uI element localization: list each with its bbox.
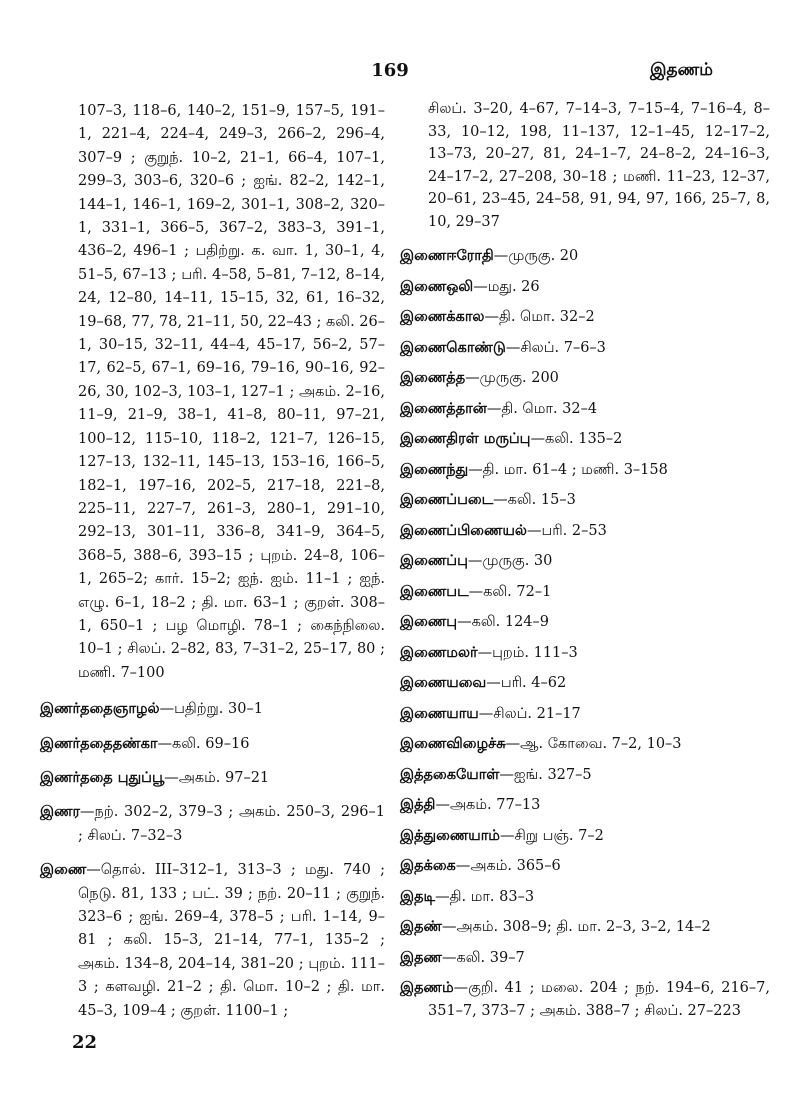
index-entry: [400, 703, 770, 726]
entry-list-left: [40, 697, 385, 1023]
entry-headword: இணை: [40, 861, 87, 879]
signature-mark: 22: [72, 1032, 98, 1053]
entry-references: —தி. மொ. 32–4: [486, 400, 598, 417]
index-entry: [400, 459, 770, 482]
index-entry: [400, 947, 770, 970]
entry-references: —பரி. 4–62: [486, 675, 567, 691]
left-column: [40, 100, 385, 1033]
entry-headword: இதணம்: [400, 979, 454, 996]
entry-references: —சிலப். 7–6–3: [505, 339, 606, 356]
entry-references: —கலி. 39–7: [442, 949, 525, 966]
index-entry: [400, 367, 770, 390]
entry-headword: இணர்ததை புதுப்பூ: [40, 768, 165, 786]
entry-headword: இதடி: [400, 887, 436, 905]
entry-references: —தொல். III–312–1, 313–3 ; மது. 740 ; நெடு. 81, 133 ; பட். 39 ; நற். 20–11 ; குறுந். 323–6 ; ஐங். 269–4, 378–5 ; பரி. 1–14, 9–81 ; கலி. 15–3, 21–14, 77–1, 135–2 ; அகம். 134–8, 204–14, 381–20 ; புறம். 111–3 ; களவழி. 21–2 ; தி. மொ. 10–2 ; தி. மா. 45–3, 109–4 ; குறள். 1100–1 ;: [78, 862, 385, 1019]
entry-headword: இணர்ததைஞாழல்: [40, 700, 160, 718]
index-entry: [400, 764, 770, 787]
entry-headword: இணைப்பிணையல்: [400, 521, 527, 539]
entry-headword: இணைந்து: [400, 460, 469, 478]
entry-headword: இணைப்பு: [400, 552, 468, 569]
entry-references: —தி. மா. 83–3: [435, 888, 535, 905]
entry-headword: இணைஈரோதி: [400, 247, 494, 264]
entry-references: —கலி. 15–3: [493, 492, 576, 508]
entry-references: —தி. மொ. 32–2: [484, 309, 595, 325]
entry-headword: இணைமலர்: [400, 643, 478, 661]
continued-entry: 107–3, 118–6, 140–2, 151–9, 157–5, 191–1, 221–4, 224–4, 249–3, 266–2, 296–4, 307–9 ; குறுந். 10–2, 21–1, 66–4, 107–1, 299–3, 303–6, 320–6 ; ஐங். 82–2, 142–1, 144–1, 146–1, 169–2, 301–1, 308–2, 320–1, 331–1, 366–5, 367–2, 383–3, 391–1, 436–2, 496–1 ; பதிற்று. க. வா. 1, 30–1, 4, 51–5, 67–13 ; பரி. 4–58, 5–81, 7–12, 8–14, 24, 12–80, 14–11, 15–15, 32, 61, 16–32, 19–68, 77, 78, 21–11, 50, 22–43 ; கலி. 26–1, 30–15, 32–11, 44–4, 45–17, 56–2, 57–17, 62–5, 67–1, 69–16, 79–16, 90–16, 92–26, 30, 102–3, 103–1, 127–1 ; அகம். 2–16, 11–9, 21–9, 38–1, 41–8, 80–11, 97–21, 100–12, 115–10, 118–2, 121–7, 126–15, 127–13, 132–11, 145–13, 153–16, 166–5, 182–1, 197–16, 202–5, 217–18, 221–8, 225–11, 227–7, 261–3, 280–1, 291–10, 292–13, 301–11, 336–8, 341–9, 364–5, 368–5, 388–6, 393–15 ; புறம். 24–8, 106–1, 265–2; கார். 15–2; ஐந். ஐம். 11–1 ; ஐந். எழு. 6–1, 18–2 ; தி. மா. 63–1 ; குறள். 308–1, 650–1 ; பழ மொழி. 78–1 ; கைந்நிலை. 10–1 ; சிலப். 2–82, 83, 7–31–2, 25–17, 80 ; மணி. 7–100: [78, 103, 385, 681]
index-entry: [40, 766, 385, 790]
entry-references: —கலி. 72–1: [468, 583, 552, 600]
entry-references: —கலி. 135–2: [530, 431, 623, 447]
entry-headword: இணைகொண்டு: [400, 338, 506, 356]
index-entry: [400, 398, 770, 421]
entry-headword: இணைவிழைச்சு: [400, 735, 506, 752]
index-entry: [400, 916, 770, 939]
entry-headword: இணைபு: [400, 613, 458, 630]
entry-references: —ஆ. கோவை. 7–2, 10–3: [505, 736, 682, 752]
index-entry: [40, 800, 385, 848]
entry-references: —கலி. 124–9: [457, 614, 549, 630]
index-entry: [400, 977, 770, 1022]
entry-headword: இணைக்கால: [400, 308, 485, 325]
entry-headword: இணைபட: [400, 582, 469, 600]
entry-references: —முருகு. 20: [493, 248, 579, 264]
entry-headword: இணைப்படை: [400, 491, 494, 508]
entry-references: —மது. 26: [473, 278, 540, 295]
entry-references: —தி. மா. 61–4 ; மணி. 3–158: [468, 461, 668, 478]
entry-headword: இத்துணையாம்: [400, 826, 500, 844]
index-entry: [40, 697, 385, 721]
entry-headword: இணைஒலி: [400, 277, 474, 295]
entry-references: —நற். 302–2, 379–3 ; அகம். 250–3, 296–1 ; சிலப். 7–32–3: [78, 804, 385, 844]
entry-references: —சிலப். 21–17: [478, 705, 581, 722]
index-entry: [400, 672, 770, 695]
entry-references: —அகம். 308–9; தி. மா. 2–3, 3–2, 14–2: [442, 919, 711, 935]
entry-references: —பதிற்று. 30–1: [159, 701, 263, 718]
right-column: [400, 98, 770, 1030]
index-entry: [400, 733, 770, 756]
entry-headword: இணர: [40, 803, 81, 821]
entry-headword: இதண: [400, 948, 442, 966]
entry-headword: இணையாய: [400, 704, 479, 722]
index-entry: [400, 276, 770, 299]
entry-headword: இத்தி: [400, 796, 436, 813]
index-entry: [400, 337, 770, 360]
index-entry: [40, 732, 385, 756]
entry-headword: இணர்ததைதண்கா: [40, 734, 158, 752]
entry-references: —சிறு பஞ். 7–2: [499, 827, 604, 844]
index-entry: [400, 825, 770, 848]
running-head: இதணம்: [650, 60, 713, 80]
index-entry: [400, 611, 770, 634]
continued-entry: சிலப். 3–20, 4–67, 7–14–3, 7–15–4, 7–16–4, 8–33, 10–12, 198, 11–137, 12–1–45, 12–17–2, 13–73, 20–27, 81, 24–1–7, 24–8–2, 24–16–3, 24–17–2, 27–208, 30–18 ; மணி. 11–23, 12–37, 20–61, 23–45, 24–58, 91, 94, 97, 166, 25–7, 8, 10, 29–37: [428, 101, 770, 230]
index-entry: [400, 886, 770, 909]
entry-headword: இணைதிரள் மருப்பு: [400, 430, 531, 447]
index-entry: [400, 306, 770, 329]
index-entry: [40, 858, 385, 1023]
entry-references: —அகம். 77–13: [435, 797, 541, 813]
page-number: 169: [371, 60, 409, 81]
entry-references: —கலி. 69–16: [157, 735, 250, 752]
index-entry: [400, 245, 770, 268]
entry-headword: இதக்கை: [400, 857, 456, 874]
entry-references: —முருகு. 30: [467, 553, 553, 569]
entry-references: —அகம். 365–6: [455, 858, 561, 874]
index-entry: [400, 794, 770, 817]
index-entry: [400, 520, 770, 543]
entry-references: —புறம். 111–3: [477, 644, 578, 661]
entry-references: —பரி. 2–53: [526, 522, 607, 539]
entry-list-right: [400, 245, 770, 1022]
entry-headword: இணையவை: [400, 674, 487, 691]
index-entry: [400, 550, 770, 573]
index-entry: [400, 489, 770, 512]
index-entry: [400, 428, 770, 451]
entry-references: —முருகு. 200: [465, 370, 559, 386]
entry-headword: இதண்: [400, 918, 442, 935]
index-entry: [400, 581, 770, 604]
entry-headword: இணைத்த: [400, 369, 466, 386]
entry-references: —குறி. 41 ; மலை. 204 ; நற். 194–6, 216–7, 351–7, 373–7 ; அகம். 388–7 ; சிலப். 27–223: [428, 980, 770, 1019]
entry-references: —ஐங். 327–5: [499, 766, 592, 783]
entry-headword: இணைத்தான்: [400, 399, 487, 417]
entry-references: —அகம். 97–21: [164, 769, 270, 786]
entry-headword: இத்தகையோள்: [400, 765, 500, 783]
index-entry: [400, 642, 770, 665]
index-entry: [400, 855, 770, 878]
